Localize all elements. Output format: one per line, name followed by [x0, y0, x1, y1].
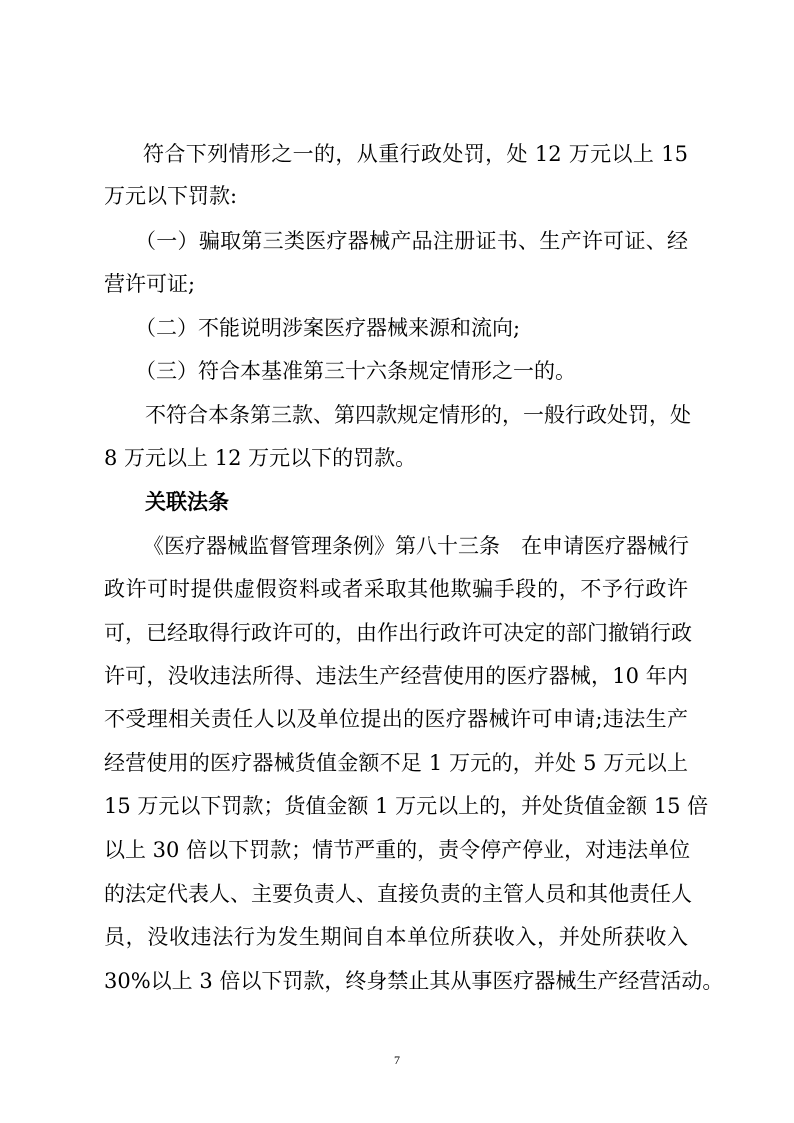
paragraph-line: 8 万元以上 12 万元以下的罚款。: [104, 446, 417, 470]
paragraph-line: 政许可时提供虚假资料或者采取其他欺骗手段的，不予行政许: [104, 577, 688, 601]
paragraph-line: 许可，没收违法所得、违法生产经营使用的医疗器械，10 年内: [104, 664, 688, 688]
paragraph-line: 不受理相关责任人以及单位提出的医疗器械许可申请;违法生产: [104, 707, 688, 731]
paragraph-line: 万元以下罚款:: [104, 184, 238, 208]
paragraph-line: 员，没收违法行为发生期间自本单位所获收入，并处所获收入: [104, 925, 688, 949]
paragraph-line: 可，已经取得行政许可的，由作出行政许可决定的部门撤销行政: [104, 621, 692, 645]
paragraph-line: 30%以上 3 倍以下罚款，终身禁止其从事医疗器械生产经营活动。: [104, 969, 724, 993]
page-number: 7: [394, 1053, 400, 1067]
paragraph-line: 经营使用的医疗器械货值金额不足 1 万元的，并处 5 万元以上: [104, 751, 688, 775]
list-item-line: （二）不能说明涉案医疗器械来源和流向;: [135, 316, 521, 340]
list-item-line: （三）符合本基准第三十六条规定情形之一的。: [135, 359, 576, 383]
paragraph-line: 的法定代表人、主要负责人、直接负责的主管人员和其他责任人: [104, 882, 692, 906]
section-heading: 关联法条: [145, 490, 229, 514]
paragraph-line: 《医疗器械监督管理条例》第八十三条 在申请医疗器械行: [143, 534, 689, 558]
paragraph-line: 符合下列情形之一的，从重行政处罚，处 12 万元以上 15: [143, 142, 688, 166]
list-item-line: （一）骗取第三类医疗器械产品注册证书、生产许可证、经: [135, 229, 688, 253]
paragraph-line: 以上 30 倍以下罚款；情节严重的，责令停产停业，对违法单位: [104, 838, 691, 862]
list-item-line: 营许可证;: [104, 272, 196, 296]
paragraph-line: 15 万元以下罚款；货值金额 1 万元以上的，并处货值金额 15 倍: [104, 794, 709, 818]
paragraph-line: 不符合本条第三款、第四款规定情形的，一般行政处罚，处: [145, 403, 691, 427]
